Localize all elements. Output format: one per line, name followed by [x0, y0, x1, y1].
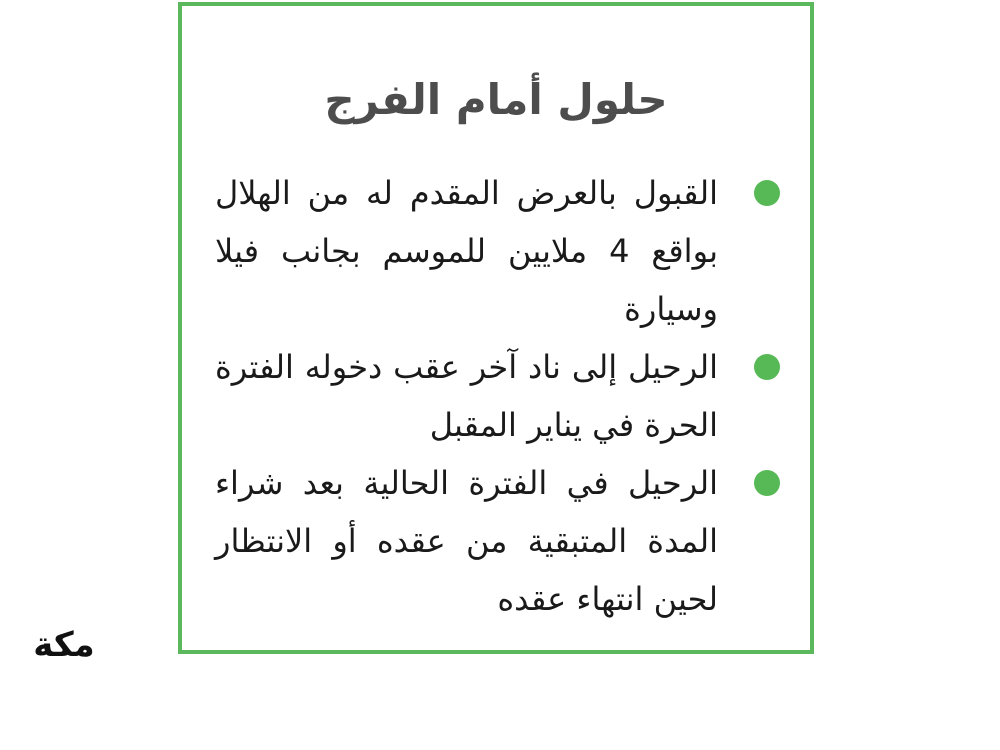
info-card — [178, 2, 814, 654]
list-item — [215, 454, 780, 628]
list-item-text: القبول بالعرض المقدم له من الهلال بواقع 4 ملايين للموسم بجانب فيلا وسيارة — [215, 174, 719, 328]
list-item — [215, 164, 780, 338]
bullet-dot-icon — [754, 354, 780, 380]
bullet-dot-icon — [754, 470, 780, 496]
list-item — [215, 338, 780, 454]
list-item-text: الرحيل في الفترة الحالية بعد شراء المدة المتبقية من عقده أو الانتظار لحين انتهاء عقده — [215, 464, 718, 618]
list-item-text: الرحيل إلى ناد آخر عقب دخوله الفترة الحرة في يناير المقبل — [215, 348, 718, 444]
bullet-dot-icon — [754, 180, 780, 206]
card-title: حلول أمام الفرج — [324, 75, 668, 124]
publisher-logo: مكة — [33, 625, 95, 665]
options-list — [215, 164, 780, 628]
